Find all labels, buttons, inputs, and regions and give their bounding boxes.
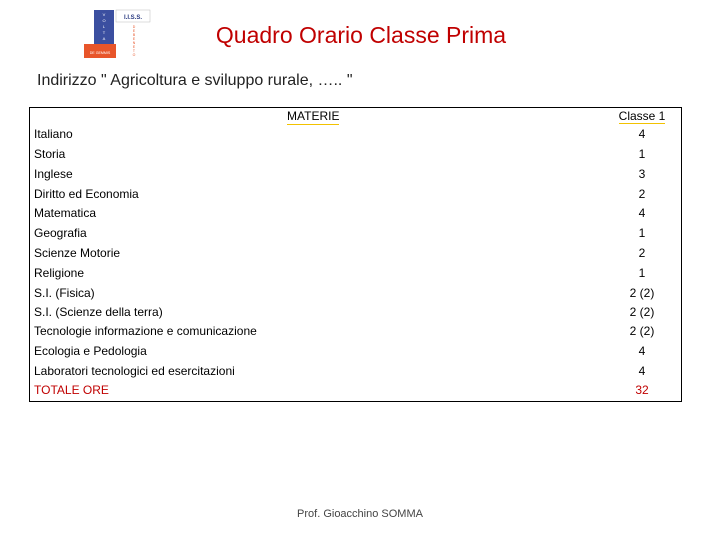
subject-name: S.I. (Scienze della terra) xyxy=(34,305,163,319)
svg-text:E: E xyxy=(132,45,136,49)
svg-text:O: O xyxy=(132,53,136,57)
subject-hours: 3 xyxy=(638,167,646,181)
total-label: TOTALE ORE xyxy=(34,383,109,397)
svg-text:T: T xyxy=(102,30,106,35)
subject-name: Matematica xyxy=(34,206,97,220)
svg-text:D: D xyxy=(132,25,136,29)
subject-name: Geografia xyxy=(34,226,87,240)
subject-hours: 2 (2) xyxy=(629,305,655,319)
svg-text:V: V xyxy=(102,12,106,17)
table-row xyxy=(30,125,681,145)
column-header-classe: Classe 1 xyxy=(618,109,666,123)
subject-hours: 4 xyxy=(638,127,646,141)
page-subtitle: Indirizzo " Agricoltura e sviluppo rurale, ….. " xyxy=(37,72,353,89)
table-row xyxy=(30,224,681,244)
subject-hours: 4 xyxy=(638,206,646,220)
column-header-materie: MATERIE xyxy=(287,109,340,123)
subject-name: Laboratori tecnologici ed esercitazioni xyxy=(34,364,235,378)
svg-text:E: E xyxy=(132,37,136,41)
subject-name: Diritto ed Economia xyxy=(34,187,139,201)
svg-text:T: T xyxy=(132,49,136,53)
table-row xyxy=(30,284,681,304)
subject-hours: 1 xyxy=(638,147,646,161)
subject-hours: 2 xyxy=(638,187,646,201)
subject-name: Scienze Motorie xyxy=(34,246,121,260)
subject-hours: 1 xyxy=(638,226,646,240)
subject-name: Ecologia e Pedologia xyxy=(34,344,147,358)
svg-text:O: O xyxy=(102,18,106,23)
total-hours: 32 xyxy=(635,383,649,397)
table-row xyxy=(30,145,681,165)
page-title: Quadro Orario Classe Prima xyxy=(215,22,507,48)
logo-bottom-text: DE GEMMIS xyxy=(89,51,111,55)
subject-hours: 4 xyxy=(638,364,646,378)
subject-name: Tecnologie informazione e comunicazione xyxy=(34,324,257,338)
table-row xyxy=(30,264,681,284)
table-row xyxy=(30,185,681,205)
subject-hours: 2 (2) xyxy=(629,286,655,300)
table-row xyxy=(30,322,681,342)
table-row-total xyxy=(30,381,681,401)
timetable xyxy=(29,107,682,402)
table-row xyxy=(30,204,681,224)
subject-hours: 2 xyxy=(638,246,646,260)
table-row xyxy=(30,362,681,382)
table-row xyxy=(30,244,681,264)
table-row xyxy=(30,165,681,185)
subject-name: S.I. (Fisica) xyxy=(34,286,95,300)
subject-hours: 4 xyxy=(638,344,646,358)
svg-text:N: N xyxy=(132,41,136,45)
footer-author: Prof. Gioacchino SOMMA xyxy=(297,508,423,520)
table-row xyxy=(30,342,681,362)
subject-name: Storia xyxy=(34,147,66,161)
svg-text:A: A xyxy=(102,36,106,41)
subject-hours: 1 xyxy=(638,266,646,280)
svg-text:L: L xyxy=(102,24,106,29)
svg-text:B: B xyxy=(132,33,136,37)
logo-title: I.I.S.S. xyxy=(123,15,143,21)
subject-name: Inglese xyxy=(34,167,73,181)
table-row xyxy=(30,303,681,323)
subject-name: Italiano xyxy=(34,127,73,141)
subject-name: Religione xyxy=(34,266,85,280)
svg-text:E: E xyxy=(132,29,136,33)
subject-hours: 2 (2) xyxy=(629,324,655,338)
